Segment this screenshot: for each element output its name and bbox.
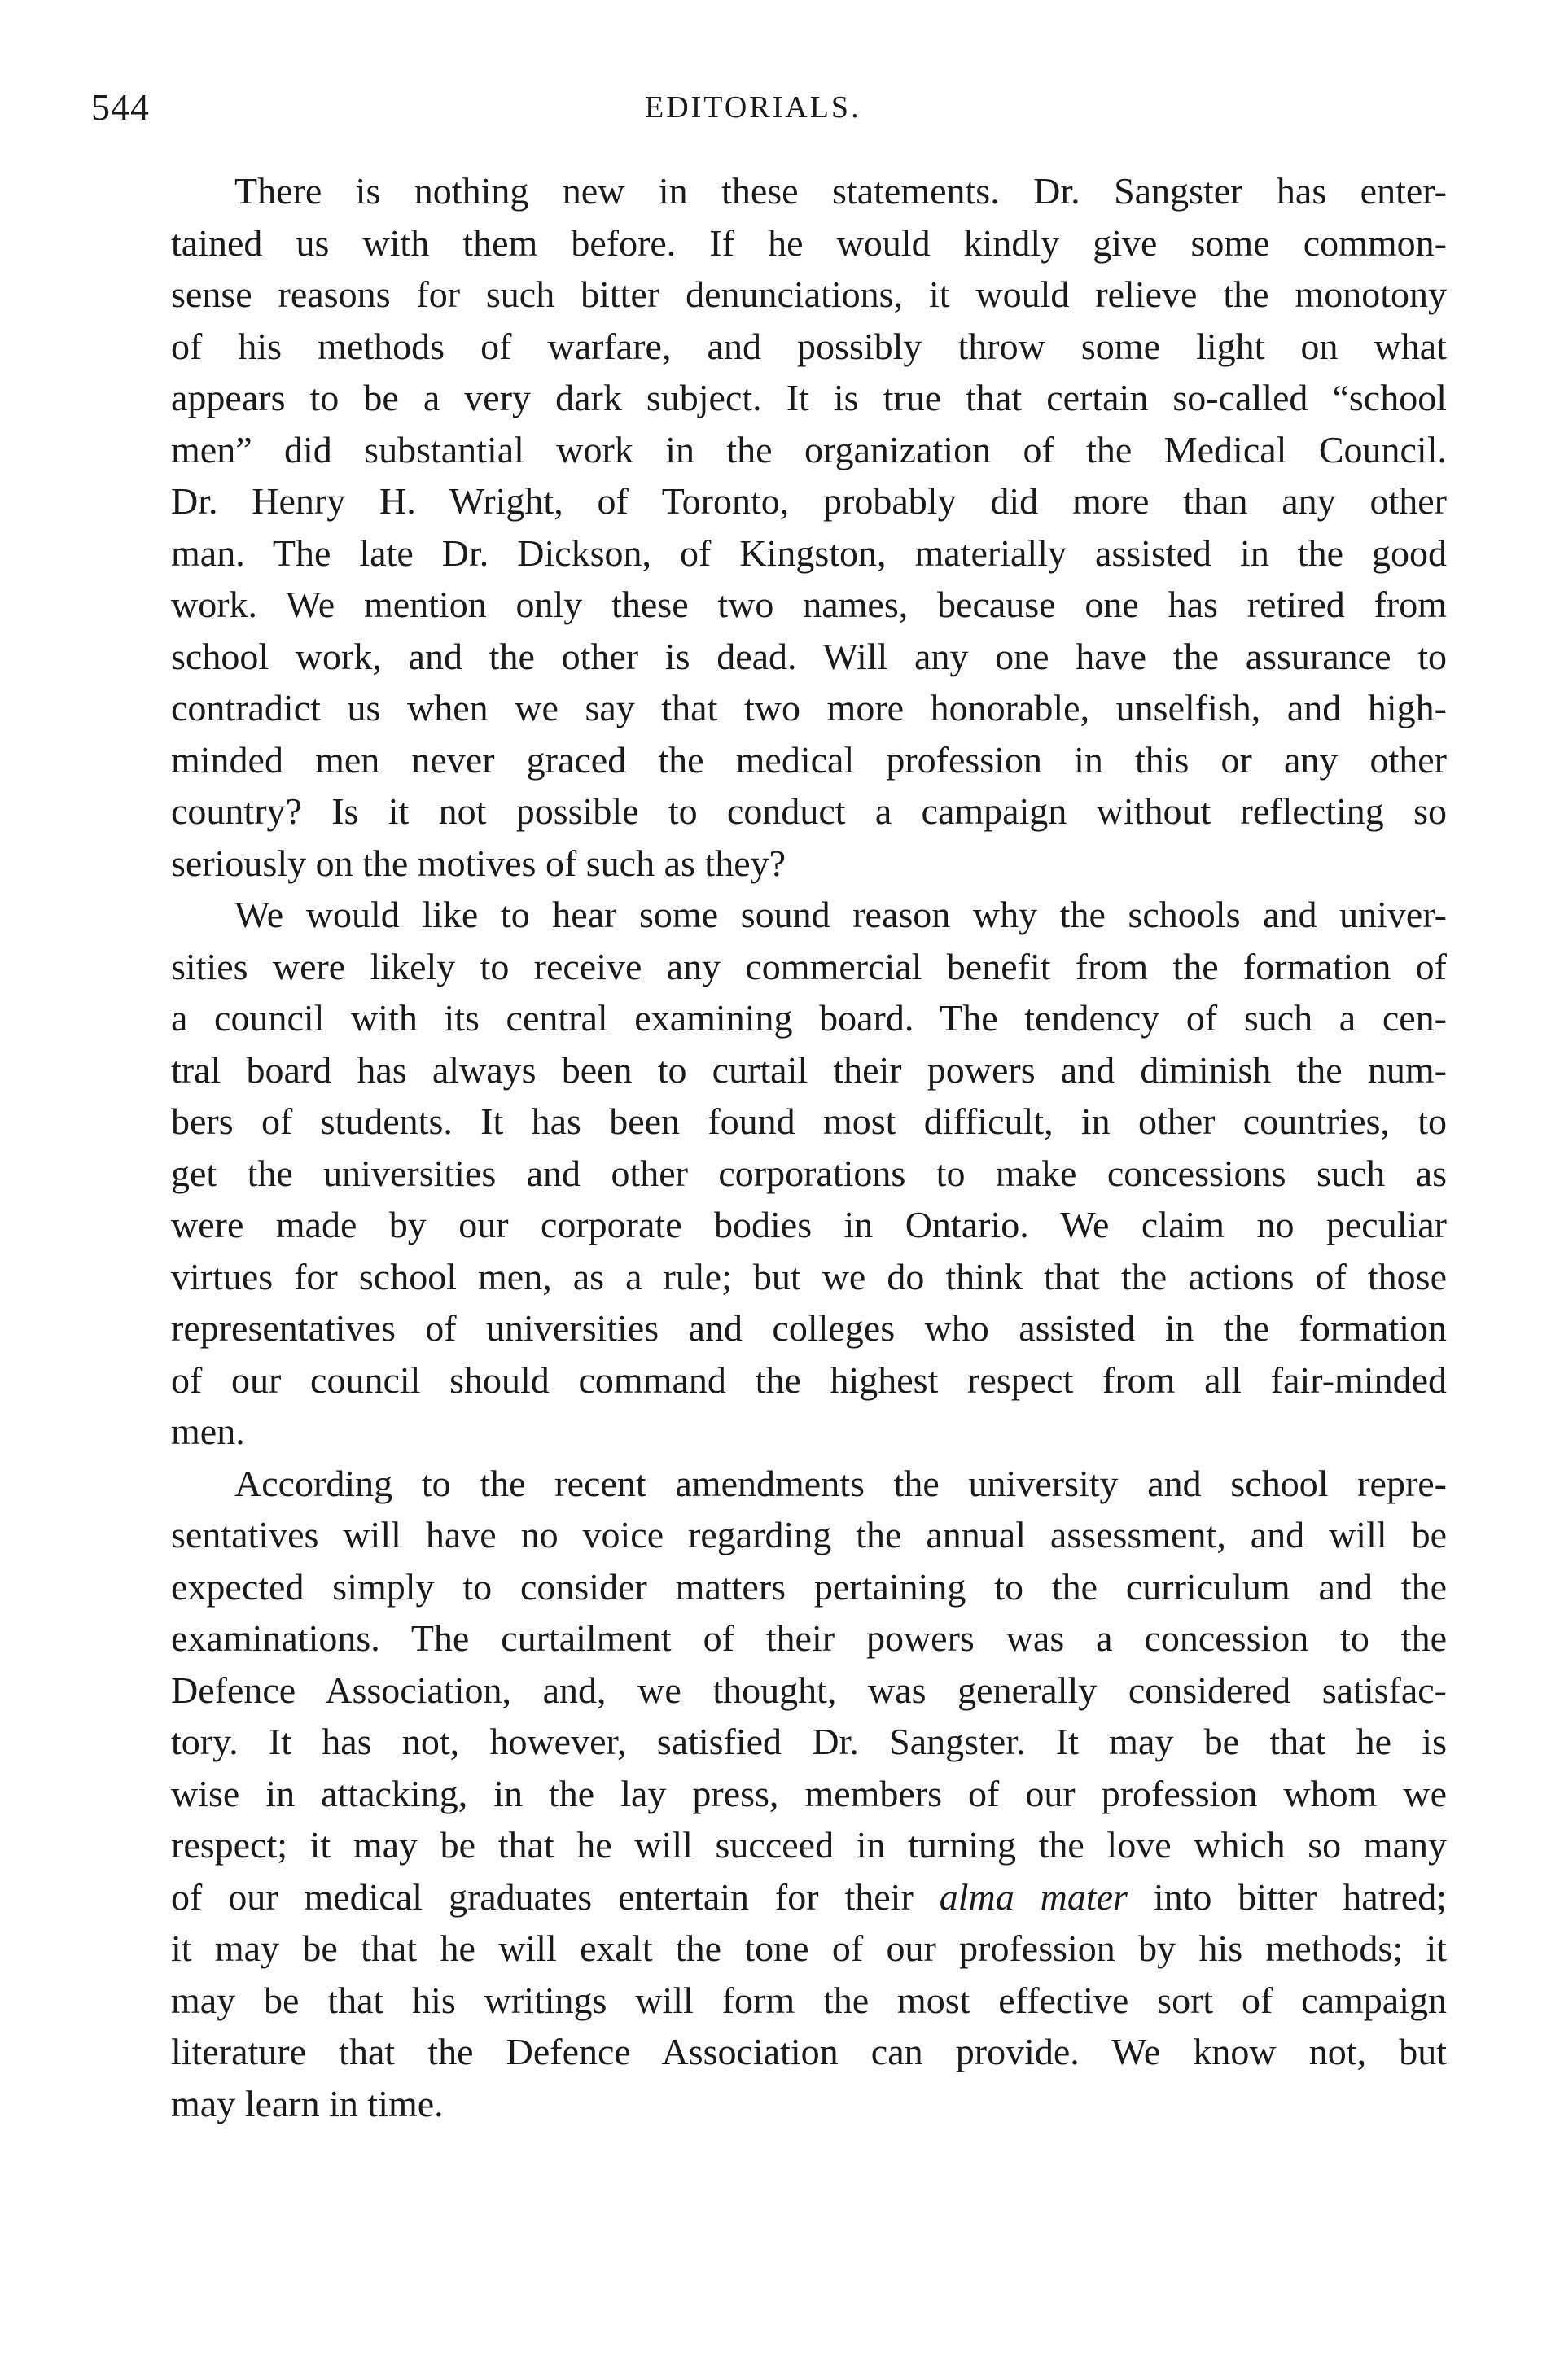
text-line: literature that the Defence Association can provide. We know not, but: [171, 2031, 1447, 2072]
text-line: Dr. Henry H. Wright, of Toronto, probably did more than any other: [171, 480, 1447, 522]
paragraph-1: [107, 165, 1447, 889]
text-line: respect; it may be that he will succeed in turning the love which so many: [171, 1824, 1447, 1866]
text-line: sense reasons for such bitter denunciations, it would relieve the monotony: [171, 273, 1447, 315]
text-line: tory. It has not, however, satisfied Dr. Sangster. It may be that he is: [171, 1721, 1447, 1762]
text-line: sities were likely to receive any commercial benefit from the formation of: [171, 945, 1447, 987]
text-line: tained us with them before. If he would kindly give some common-: [171, 221, 1447, 264]
text-line: There is nothing new in these statements. Dr. Sangster has enter-: [234, 170, 1447, 212]
text-segment: of our medical graduates entertain for their: [171, 1875, 940, 1918]
paragraph-3: [107, 1458, 1447, 2130]
text-line: man. The late Dr. Dickson, of Kingston, materially assisted in the good: [171, 532, 1447, 574]
text-line: sentatives will have no voice regarding the annual assessment, and will be: [171, 1514, 1447, 1555]
text-line-with-italic: [107, 1871, 1447, 1923]
text-line: contradict us when we say that two more honorable, unselfish, and high-: [171, 687, 1447, 728]
running-title: EDITORIALS.: [645, 90, 861, 125]
text-line: men.: [171, 1411, 245, 1452]
text-line: it may be that he will exalt the tone of our profession by his methods; it: [171, 1927, 1447, 1969]
page-number: 544: [91, 86, 150, 128]
text-line: school work, and the other is dead. Will any one have the assurance to: [171, 635, 1447, 677]
text-line: expected simply to consider matters pertaining to the curriculum and the: [171, 1565, 1447, 1608]
text-line: bers of students. It has been found most difficult, in other countries, to: [171, 1100, 1447, 1142]
text-line: country? Is it not possible to conduct a campaign without reflecting so: [171, 790, 1447, 832]
text-line: of his methods of warfare, and possibly throw some light on what: [171, 325, 1447, 367]
text-line: men” did substantial work in the organization of the Medical Council.: [171, 428, 1447, 470]
text-segment: into bitter hatred;: [1127, 1875, 1447, 1918]
text-line: Defence Association, and, we thought, was generally considered satisfac-: [171, 1669, 1447, 1711]
text-line: virtues for school men, as a rule; but we do think that the actions of those: [171, 1255, 1447, 1297]
text-line: examinations. The curtailment of their powers was a concession to the: [171, 1617, 1447, 1659]
text-line: may be that his writings will form the most effective sort of campaign: [171, 1979, 1447, 2021]
text-line: were made by our corporate bodies in Ontario. We claim no peculiar: [171, 1204, 1447, 1245]
italic-phrase: alma mater: [939, 1875, 1128, 1918]
text-line: We would like to hear some sound reason why the schools and univer-: [234, 894, 1447, 935]
text-line: appears to be a very dark subject. It is true that certain so-called “school: [171, 377, 1447, 418]
text-line: work. We mention only these two names, because one has retired from: [171, 584, 1447, 625]
text-line: of our council should command the highest respect from all fair-minded: [171, 1358, 1447, 1401]
text-line: tral board has always been to curtail their powers and diminish the num-: [171, 1048, 1447, 1091]
text-line: may learn in time.: [171, 2082, 444, 2124]
text-line: get the universities and other corporations to make concessions such as: [171, 1152, 1447, 1194]
text-line: According to the recent amendments the university and school repre-: [234, 1462, 1447, 1504]
text-line: wise in attacking, in the lay press, members of our profession whom we: [171, 1772, 1447, 1814]
paragraph-2: [107, 889, 1447, 1458]
text-line: a council with its central examining board. The tendency of such a cen-: [171, 997, 1447, 1039]
running-head: [91, 75, 1459, 140]
text-line: minded men never graced the medical profession in this or any other: [171, 738, 1447, 781]
text-line: seriously on the motives of such as they?: [171, 842, 786, 884]
editorial-body: [107, 165, 1447, 2129]
text-line: representatives of universities and colleges who assisted in the formation: [171, 1307, 1447, 1349]
